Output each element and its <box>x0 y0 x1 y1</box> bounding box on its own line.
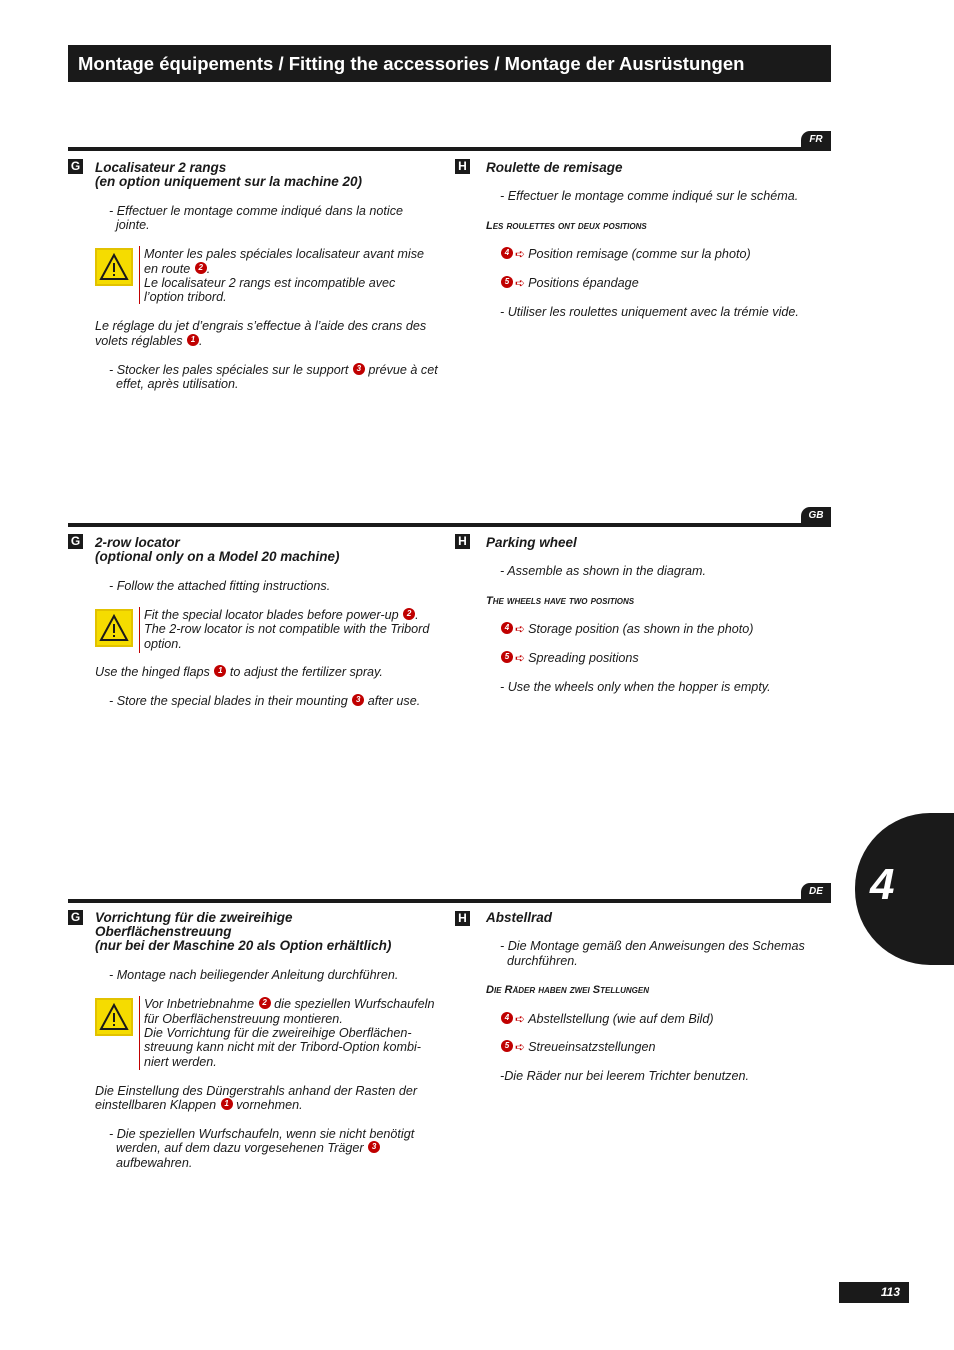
fr-g-warning-text: en route <box>144 262 191 276</box>
lang-tab-gb: GB <box>801 507 831 527</box>
gb-g-step2-end: after use. <box>364 694 421 708</box>
arrow-right-icon: ➪ <box>515 247 526 261</box>
gb-g-step2 <box>109 694 420 709</box>
gb-h-step2: - Use the wheels only when the hopper is empty. <box>500 680 771 694</box>
de-h-subhead: Die Räder haben zwei Stellungen <box>486 984 650 996</box>
callout-4-badge: 4 <box>501 247 513 259</box>
gb-g-note <box>95 665 383 680</box>
callout-1-badge: 1 <box>187 334 199 346</box>
de-g-step2b <box>116 1141 380 1156</box>
fr-g-step1b: jointe. <box>116 218 150 232</box>
callout-4-badge: 4 <box>501 622 513 634</box>
de-h-step1b: durchführen. <box>507 954 578 968</box>
warning-divider <box>139 246 140 304</box>
letter-h-badge: H <box>455 911 470 926</box>
fr-g-note-end: . <box>199 334 203 348</box>
arrow-right-icon: ➪ <box>515 651 526 665</box>
arrow-right-icon: ➪ <box>515 1040 526 1054</box>
gb-g-note-text: Use the hinged flaps <box>95 665 210 679</box>
gb-h-step1: - Assemble as shown in the diagram. <box>500 564 707 578</box>
fr-h-position-5 <box>500 276 639 291</box>
de-g-note-end: vornehmen. <box>232 1098 303 1112</box>
de-h-step2: -Die Räder nur bei leerem Trichter benutzen. <box>500 1069 749 1083</box>
gb-h-position-4 <box>500 622 754 637</box>
de-h-position-5 <box>500 1040 655 1055</box>
de-g-note-text: einstellbaren Klappen <box>95 1098 217 1112</box>
lang-tab-fr: FR <box>801 131 831 151</box>
de-h-position-5-text: Streueinsatzstellungen <box>528 1040 656 1054</box>
warning-divider <box>139 996 140 1070</box>
de-g-note-line2 <box>95 1098 303 1113</box>
lang-tab-de: DE <box>801 883 831 903</box>
fr-g-step1: - Effectuer le montage comme indiqué dans la notice <box>109 204 404 218</box>
chapter-number: 4 <box>870 860 895 909</box>
de-h-position-4 <box>500 1012 714 1027</box>
fr-h-title: Roulette de remisage <box>486 160 623 175</box>
page-number: 113 <box>839 1282 909 1303</box>
fr-g-warning-line4: l’option tribord. <box>144 290 227 304</box>
de-g-step1: - Montage nach beiliegender Anleitung durchführen. <box>109 968 399 982</box>
gb-h-position-5-text: Spreading positions <box>528 651 639 665</box>
gb-g-warning-text: Fit the special locator blades before power-up <box>144 608 399 622</box>
gb-g-warning-line3: option. <box>144 637 182 651</box>
gb-g-title: 2-row locator <box>95 535 180 550</box>
gb-g-step1: - Follow the attached fitting instructions. <box>109 579 331 593</box>
fr-h-position-4 <box>500 247 751 262</box>
de-g-warning-line5: niert werden. <box>144 1055 217 1069</box>
fr-h-step1: - Effectuer le montage comme indiqué sur le schéma. <box>500 189 799 203</box>
letter-g-badge: G <box>68 159 83 174</box>
letter-h-badge: H <box>455 534 470 549</box>
fr-g-title: Localisateur 2 rangs <box>95 160 227 175</box>
gb-g-warning-end: . <box>415 608 419 622</box>
fr-g-warning-line2 <box>144 262 210 277</box>
callout-5-badge: 5 <box>501 1040 513 1052</box>
fr-h-position-4-text: Position remisage (comme sur la photo) <box>528 247 751 261</box>
fr-g-step2-end: prévue à cet <box>364 363 438 377</box>
callout-4-badge: 4 <box>501 1012 513 1024</box>
fr-g-step2-text: - Stocker les pales spéciales sur le support <box>109 363 349 377</box>
gb-h-position-5 <box>500 651 639 666</box>
de-g-warning-line2: für Oberflächenstreuung montieren. <box>144 1012 343 1026</box>
fr-g-warning-end: . <box>206 262 211 276</box>
arrow-right-icon: ➪ <box>515 276 526 290</box>
fr-g-note-line2 <box>95 334 203 349</box>
de-g-warning-line1 <box>144 997 434 1012</box>
de-g-step2: - Die speziellen Wurfschaufeln, wenn sie nicht benötigt <box>109 1127 415 1141</box>
gb-g-note-end: to adjust the fertilizer spray. <box>226 665 383 679</box>
gb-h-position-4-text: Storage position (as shown in the photo) <box>528 622 754 636</box>
de-g-warning-line3: Die Vorrichtung für die zweireihige Oberflächen- <box>144 1026 412 1040</box>
fr-g-warning-line3: Le localisateur 2 rangs est incompatible avec <box>144 276 396 290</box>
fr-g-step2b: effet, après utilisation. <box>116 377 239 391</box>
de-g-warning-end: die speziellen Wurfschaufeln <box>270 997 435 1011</box>
letter-h-badge: H <box>455 159 470 174</box>
de-g-note-line1: Die Einstellung des Düngerstrahls anhand der Rasten der <box>95 1084 418 1098</box>
letter-g-badge: G <box>68 534 83 549</box>
de-h-step1: - Die Montage gemäß den Anweisungen des Schemas <box>500 939 805 953</box>
de-g-title-line1: Vorrichtung für die zweireihige <box>95 910 293 925</box>
section-rule-fr <box>68 147 831 151</box>
callout-1-badge: 1 <box>221 1098 233 1110</box>
fr-h-step2: - Utiliser les roulettes uniquement avec la trémie vide. <box>500 305 799 319</box>
callout-1-badge: 1 <box>214 665 226 677</box>
de-g-step2c: aufbewahren. <box>116 1156 193 1170</box>
callout-3-badge: 3 <box>368 1141 380 1153</box>
fr-g-note-text: volets réglables <box>95 334 183 348</box>
de-g-warning-line4: streuung kann nicht mit der Tribord-Option kombi- <box>144 1040 421 1054</box>
page-title: Montage équipements / Fitting the accessories / Montage der Ausrüstungen <box>68 45 831 82</box>
callout-3-badge: 3 <box>353 363 365 375</box>
section-rule-gb <box>68 523 831 527</box>
callout-3-badge: 3 <box>352 694 364 706</box>
de-g-subtitle: (nur bei der Maschine 20 als Option erhältlich) <box>95 938 392 953</box>
letter-g-badge: G <box>68 910 83 925</box>
de-h-title: Abstellrad <box>486 910 553 925</box>
de-g-title-line2: Oberflächenstreuung <box>95 924 232 939</box>
gb-g-step2-text: - Store the special blades in their mounting <box>109 694 348 708</box>
fr-g-warning-line1: Monter les pales spéciales localisateur avant mise <box>144 247 424 261</box>
gb-g-warning-line2: The 2-row locator is not compatible with the Tribord <box>144 622 430 636</box>
warning-icon <box>95 248 133 286</box>
fr-g-subtitle: (en option uniquement sur la machine 20) <box>95 174 363 189</box>
arrow-right-icon: ➪ <box>515 1012 526 1026</box>
fr-g-step2 <box>109 363 438 378</box>
warning-divider <box>139 607 140 653</box>
de-g-warning-text: Vor Inbetriebnahme <box>144 997 255 1011</box>
warning-icon <box>95 609 133 647</box>
gb-g-subtitle: (optional only on a Model 20 machine) <box>95 549 340 564</box>
gb-h-subhead: The wheels have two positions <box>486 595 635 607</box>
de-h-position-4-text: Abstellstellung (wie auf dem Bild) <box>528 1012 714 1026</box>
gb-h-title: Parking wheel <box>486 535 577 550</box>
section-rule-de <box>68 899 831 903</box>
callout-2-badge: 2 <box>403 608 415 620</box>
callout-5-badge: 5 <box>501 276 513 288</box>
gb-g-warning-line1 <box>144 608 419 623</box>
warning-icon <box>95 998 133 1036</box>
fr-h-subhead: Les roulettes ont deux positions <box>486 220 647 232</box>
callout-2-badge: 2 <box>259 997 271 1009</box>
callout-2-badge: 2 <box>195 262 207 274</box>
arrow-right-icon: ➪ <box>515 622 526 636</box>
callout-5-badge: 5 <box>501 651 513 663</box>
de-g-step2b-text: werden, auf dem dazu vorgesehenen Träger <box>116 1141 364 1155</box>
fr-h-position-5-text: Positions épandage <box>528 276 639 290</box>
fr-g-note-line1: Le réglage du jet d’engrais s’effectue à l’aide des crans des <box>95 319 427 333</box>
